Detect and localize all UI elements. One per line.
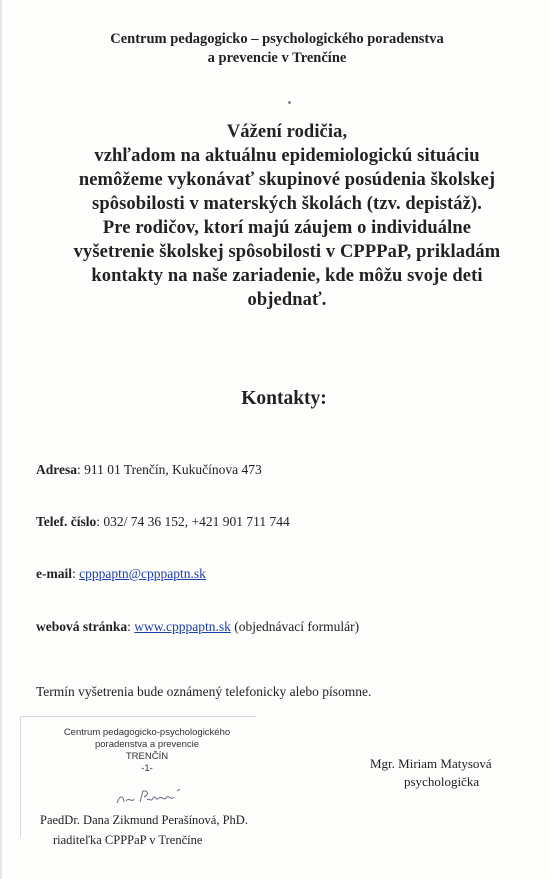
- announcement-line: vyšetrenie školskej spôsobilosti v CPPPaP, prikladám: [73, 242, 501, 262]
- announcement-line: objednať.: [247, 290, 327, 310]
- announcement-line: spôsobilosti v materských školách (tzv. depistáž).: [92, 194, 482, 214]
- stamp-line-4: -1-: [141, 763, 153, 774]
- announcement-line: Pre rodičov, ktorí majú záujem o individuálne: [102, 218, 472, 238]
- address-value: 911 01 Trenčín, Kukučínova 473: [84, 462, 262, 477]
- address-row: Adresa: 911 01 Trenčín, Kukučínova 473: [36, 462, 262, 477]
- handwritten-signature: [114, 787, 184, 809]
- greeting-line: Vážení rodičia,: [226, 122, 348, 142]
- website-link[interactable]: www.cpppaptn.sk: [134, 619, 231, 634]
- email-link[interactable]: cpppaptn@cpppaptn.sk: [79, 566, 206, 581]
- header-line-1: Centrum pedagogicko – psychologického poradenstva: [110, 31, 444, 47]
- announcement-line: nemôžeme vykonávať skupinové posúdenia školskej: [78, 170, 496, 190]
- stamp-line-3: TRENČÍN: [125, 751, 169, 762]
- director-signature-block: [40, 810, 248, 850]
- header-line-2: a prevencie v Trenčíne: [207, 50, 347, 66]
- contacts-title: Kontakty:: [241, 388, 327, 409]
- stamp-line-1: Centrum pedagogicko-psychologického: [63, 727, 231, 738]
- announcement-line: vzhľadom na aktuálnu epidemiologickú situáciu: [94, 146, 480, 166]
- phone-label: Telef. číslo: [36, 514, 97, 529]
- paper-speck: [288, 101, 291, 104]
- appointment-note: Termín vyšetrenia bude oznámený telefonicky alebo písomne.: [36, 684, 372, 699]
- website-note: (objednávací formulár): [234, 619, 360, 634]
- website-label: webová stránka: [36, 619, 128, 634]
- email-label: e-mail: [36, 566, 72, 581]
- institution-header: [2, 30, 550, 68]
- director-name: PaedDr. Dana Zikmund Perašínová, PhD.: [40, 813, 248, 827]
- psychologist-name: Mgr. Miriam Matysová: [370, 756, 492, 771]
- phone-row: Telef. číslo: 032/ 74 36 152, +421 901 711 744: [36, 514, 290, 529]
- psychologist-signature-block: [370, 755, 492, 791]
- address-label: Adresa: [36, 462, 78, 477]
- psychologist-role: psychologička: [404, 774, 480, 789]
- website-row: webová stránka: www.cpppaptn.sk (objednávací formulár): [36, 619, 360, 634]
- phone-value: 032/ 74 36 152, +421 901 711 744: [103, 514, 290, 529]
- email-row: e-mail: cpppaptn@cpppaptn.sk: [36, 566, 206, 581]
- announcement-line: kontakty na naše zariadenie, kde môžu svoje deti: [91, 266, 483, 286]
- stamp-line-2: poradenstva a prevencie: [94, 739, 200, 750]
- institution-stamp: [52, 727, 242, 775]
- announcement-text: [22, 120, 550, 312]
- director-role: riaditeľka CPPPaP v Trenčíne: [53, 833, 203, 847]
